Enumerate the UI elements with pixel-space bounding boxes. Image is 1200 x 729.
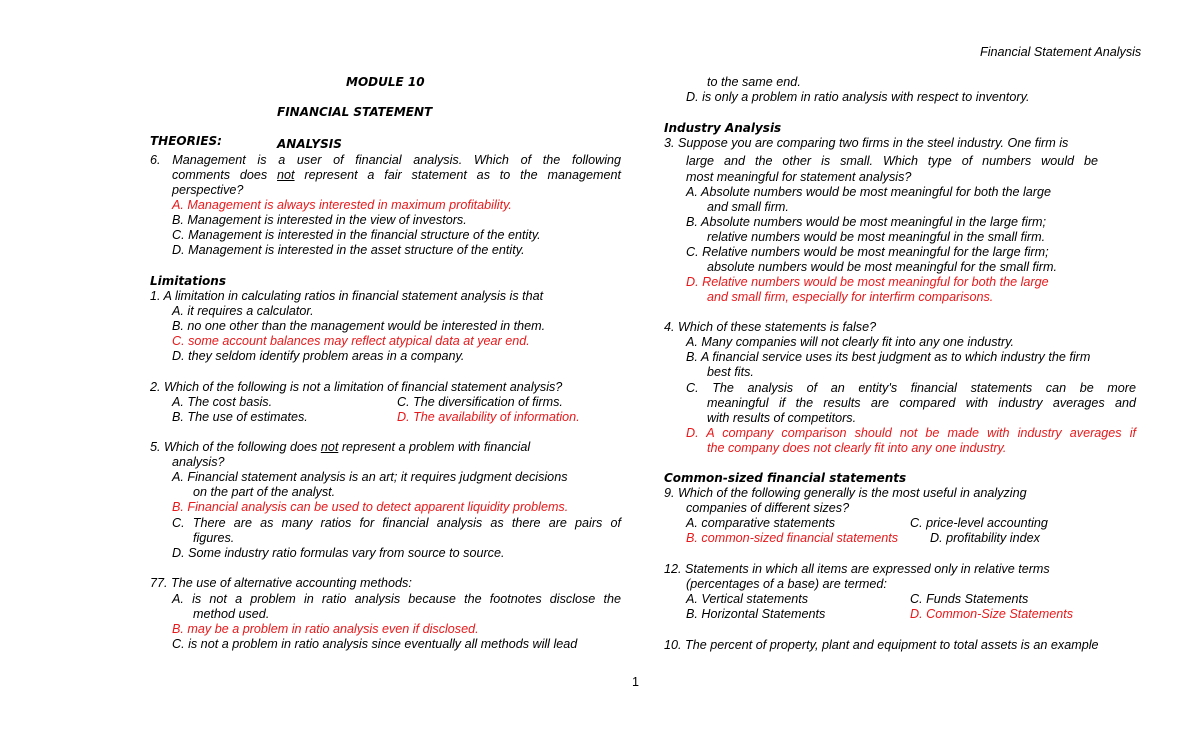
q3-option-b-line1: B. Absolute numbers would be most meaningful in the large firm; — [686, 215, 1047, 229]
q1-stem: 1. A limitation in calculating ratios in financial statement analysis is that — [150, 289, 544, 303]
q4-option-b-line2: best fits. — [707, 365, 754, 379]
running-header: Financial Statement Analysis — [980, 45, 1142, 59]
q3-option-d-answer-line2: and small firm, especially for interfirm comparisons. — [707, 290, 994, 304]
q5-option-a-line1: A. Financial statement analysis is an art; it requires judgment decisions — [172, 470, 568, 484]
q6-option-c: C. Management is interested in the financial structure of the entity. — [172, 228, 541, 242]
page-title: FINANCIAL STATEMENT — [277, 105, 433, 119]
q10-stem: 10. The percent of property, plant and equipment to total assets is an example — [664, 638, 1099, 652]
q4-option-c-line2: meaningful if the results are compared with industry averages and — [707, 396, 1136, 410]
q4-option-b-line1: B. A financial service uses its best judgment as to which industry the firm — [686, 350, 1091, 364]
q6-option-d: D. Management is interested in the asset structure of the entity. — [172, 243, 525, 257]
q5-option-a-line2: on the part of the analyst. — [193, 485, 336, 499]
q2-option-c: C. The diversification of firms. — [397, 395, 563, 409]
q5-option-b-answer: B. Financial analysis can be used to detect apparent liquidity problems. — [172, 500, 569, 514]
q4-stem: 4. Which of these statements is false? — [664, 320, 877, 334]
continued-line2: D. is only a problem in ratio analysis with respect to inventory. — [686, 90, 1030, 104]
q12-option-a: A. Vertical statements — [686, 592, 809, 606]
q4-option-c-line1: C. The analysis of an entity's financial statements can be more — [686, 381, 1136, 395]
q2-option-a: A. The cost basis. — [172, 395, 273, 409]
q9-stem-line2: companies of different sizes? — [686, 501, 850, 515]
q5-option-d: D. Some industry ratio formulas vary from source to source. — [172, 546, 505, 560]
q1-option-c-answer: C. some account balances may reflect atypical data at year end. — [172, 334, 530, 348]
industry-analysis-heading: Industry Analysis — [664, 121, 782, 135]
q5-stem-line2: analysis? — [172, 455, 225, 469]
q12-stem-line2: (percentages of a base) are termed: — [686, 577, 887, 591]
q3-stem-line3: most meaningful for statement analysis? — [686, 170, 912, 184]
q1-option-d: D. they seldom identify problem areas in a company. — [172, 349, 465, 363]
q12-option-b: B. Horizontal Statements — [686, 607, 826, 621]
q1-option-b: B. no one other than the management would be interested in them. — [172, 319, 546, 333]
q5-stem-line1 — [150, 440, 530, 455]
q77-option-a-line2: method used. — [193, 607, 270, 621]
q6-stem-underlined: not — [277, 168, 295, 182]
q77-stem: 77. The use of alternative accounting methods: — [150, 576, 412, 590]
q3-option-a-line2: and small firm. — [707, 200, 789, 214]
page-title-line2: ANALYSIS — [277, 137, 342, 151]
module-title: MODULE 10 — [346, 75, 425, 89]
q9-option-c: C. price-level accounting — [910, 516, 1048, 530]
q3-option-a-line1: A. Absolute numbers would be most meaningful for both the large — [686, 185, 1051, 199]
q6-stem-line2 — [172, 168, 621, 183]
q1-option-a: A. it requires a calculator. — [172, 304, 314, 318]
q4-option-d-answer-line1: D. A company comparison should not be made with industry averages if — [686, 426, 1136, 440]
q3-option-c-line1: C. Relative numbers would be most meaningful for the large firm; — [686, 245, 1049, 259]
q77-option-a-line1: A. is not a problem in ratio analysis because the footnotes disclose the — [172, 592, 621, 606]
q6-option-b: B. Management is interested in the view of investors. — [172, 213, 467, 227]
q12-stem-line1: 12. Statements in which all items are expressed only in relative terms — [664, 562, 1050, 576]
q6-stem-text-rest: represent a fair statement as to the management — [294, 168, 621, 182]
common-sized-heading: Common-sized financial statements — [664, 471, 907, 485]
q3-option-b-line2: relative numbers would be most meaningful in the small firm. — [707, 230, 1046, 244]
q5-option-c-line2: figures. — [193, 531, 235, 545]
q9-stem-line1: 9. Which of the following generally is the most useful in analyzing — [664, 486, 1027, 500]
q9-option-d: D. profitability index — [930, 531, 1040, 545]
q3-stem-line2: large and the other is small. Which type of numbers would be — [686, 154, 1098, 168]
theories-label: THEORIES: — [150, 134, 222, 148]
q6-stem-line3: perspective? — [172, 183, 244, 197]
q3-option-d-answer-line1: D. Relative numbers would be most meaningful for both the large — [686, 275, 1049, 289]
page-number: 1 — [632, 675, 640, 689]
q4-option-a: A. Many companies will not clearly fit into any one industry. — [686, 335, 1015, 349]
q77-option-c: C. is not a problem in ratio analysis since eventually all methods will lead — [172, 637, 578, 651]
q3-option-c-line2: absolute numbers would be most meaningful for the small firm. — [707, 260, 1057, 274]
continued-line1: to the same end. — [707, 75, 801, 89]
q6-option-a-answer: A. Management is always interested in maximum profitability. — [172, 198, 512, 212]
q3-stem-line1: 3. Suppose you are comparing two firms in the steel industry. One firm is — [664, 136, 1069, 150]
limitations-heading: Limitations — [150, 274, 226, 288]
q4-option-c-line3: with results of competitors. — [707, 411, 857, 425]
q12-option-c: C. Funds Statements — [910, 592, 1029, 606]
q5-stem-text-rest: represent a problem with financial — [338, 440, 531, 454]
q12-option-d-answer: D. Common-Size Statements — [910, 607, 1074, 621]
q77-option-b-answer: B. may be a problem in ratio analysis even if disclosed. — [172, 622, 479, 636]
q6-stem-text: comments does — [172, 168, 278, 182]
q4-option-d-answer-line2: the company does not clearly fit into any one industry. — [707, 441, 1007, 455]
q5-stem-underlined: not — [320, 440, 339, 454]
q6-stem-line1: 6. Management is a user of financial analysis. Which of the following — [150, 153, 621, 167]
q5-stem-text: 5. Which of the following does — [150, 440, 321, 454]
q2-option-d-answer: D. The availability of information. — [397, 410, 580, 424]
q9-option-a: A. comparative statements — [686, 516, 836, 530]
q5-option-c-line1: C. There are as many ratios for financial analysis as there are pairs of — [172, 516, 621, 530]
q9-option-b-answer: B. common-sized financial statements — [686, 531, 899, 545]
q2-stem: 2. Which of the following is not a limitation of financial statement analysis? — [150, 380, 563, 394]
q2-option-b: B. The use of estimates. — [172, 410, 308, 424]
